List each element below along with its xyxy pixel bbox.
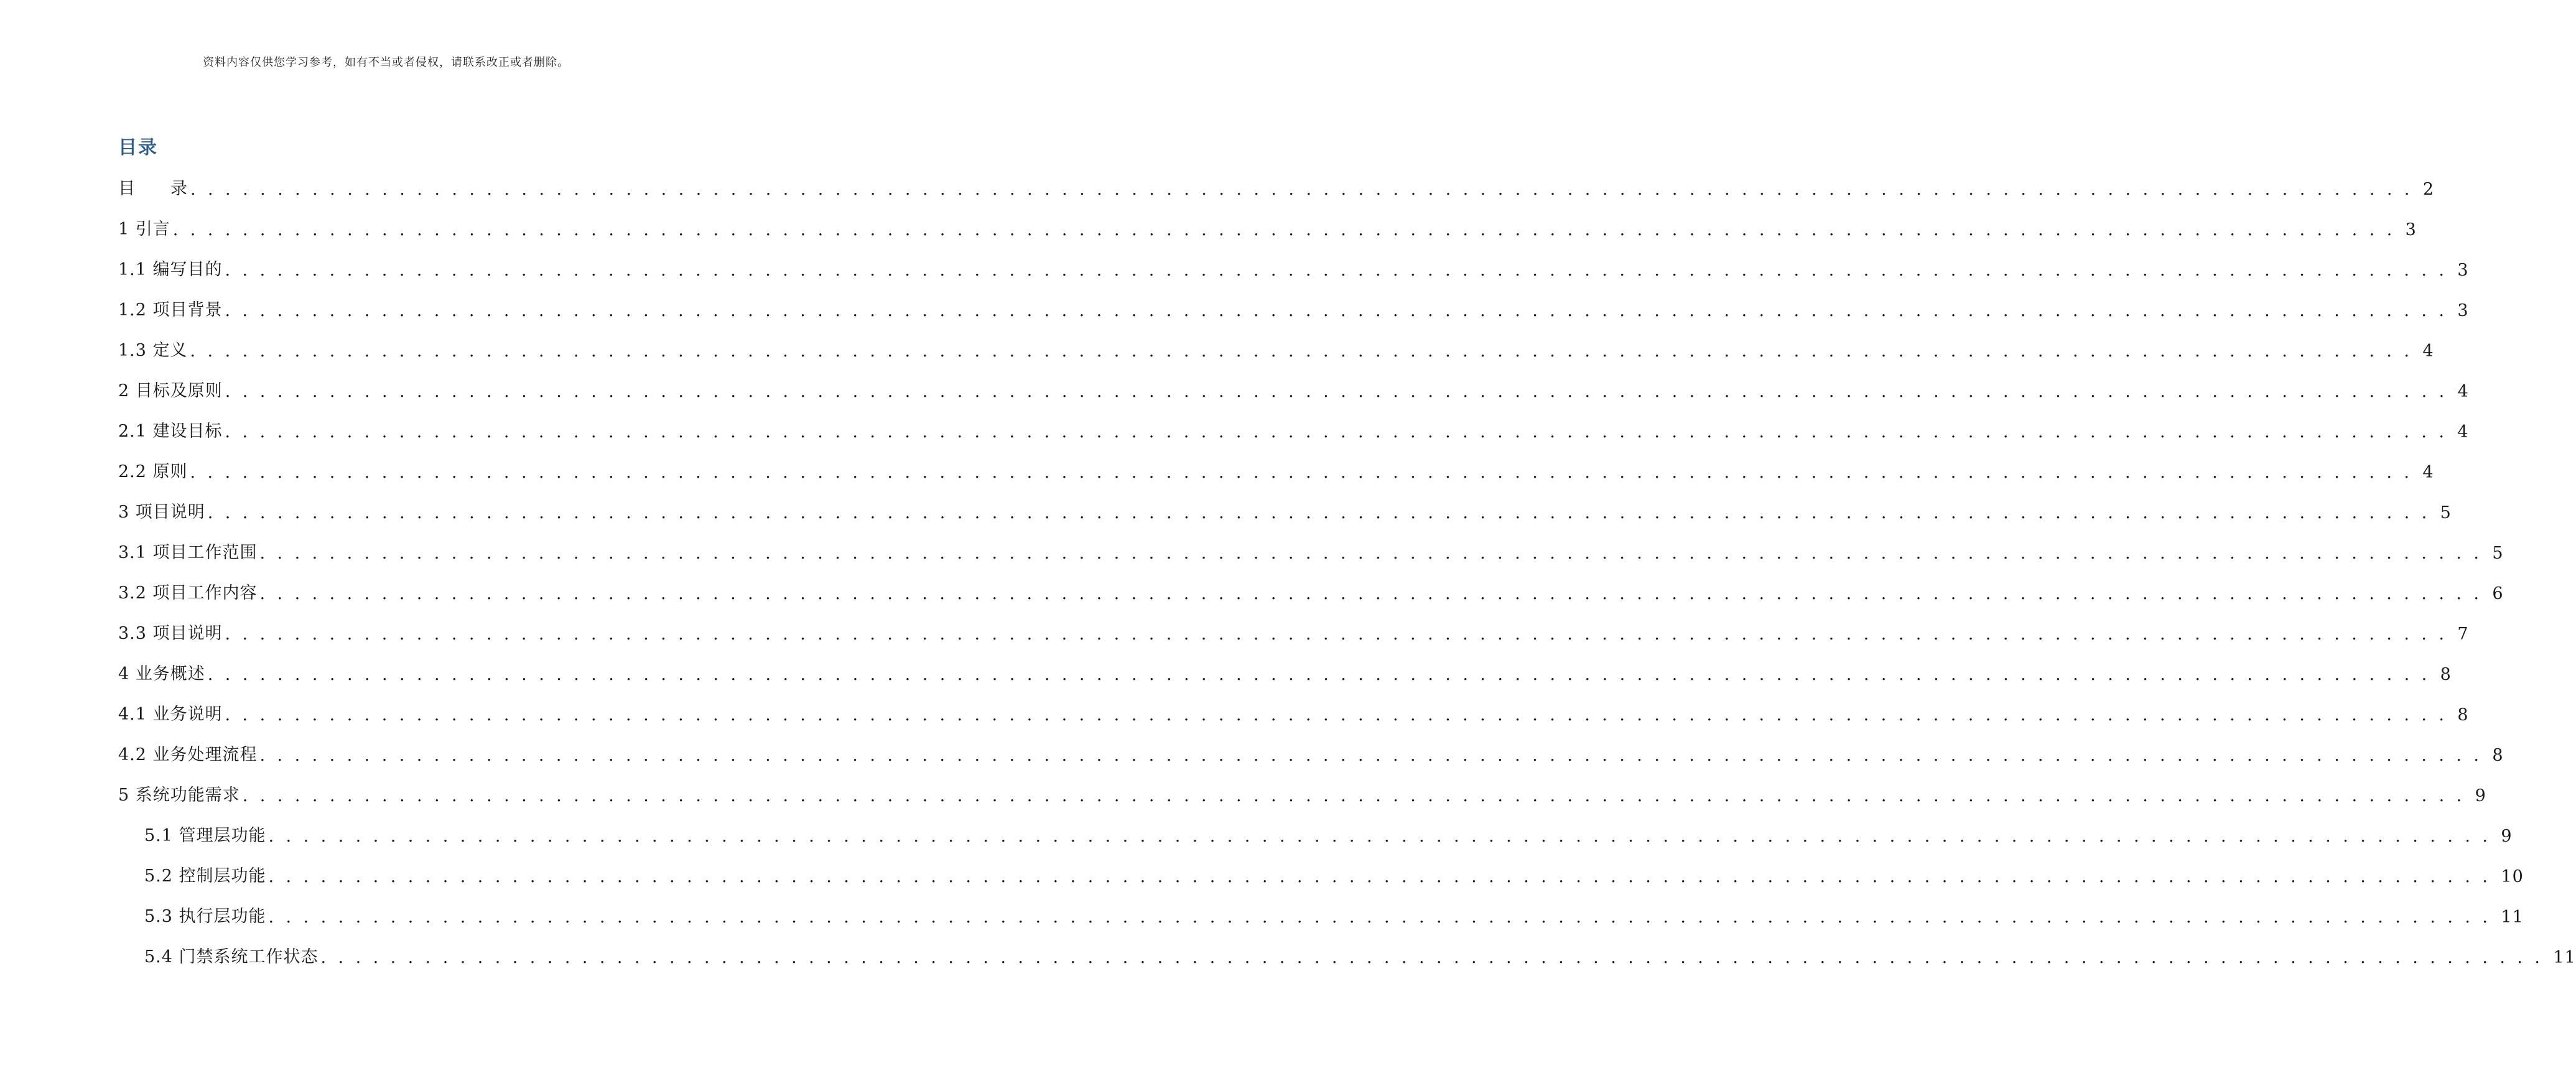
toc-page-number: 11 — [2553, 948, 2576, 967]
toc-dot-leader: ................................................................................................................................ — [172, 220, 2404, 239]
toc-page-number: 4 — [2457, 422, 2469, 442]
toc-entry-5[interactable] — [118, 781, 2486, 805]
toc-dot-leader: ................................................................................................................................ — [190, 463, 2422, 482]
toc-dot-leader: ................................................................................................................................ — [225, 382, 2457, 401]
toc-page-number: 5 — [2440, 503, 2452, 522]
toc-page-number: 5 — [2492, 544, 2504, 563]
toc-entry-3-3[interactable] — [118, 619, 2469, 644]
toc-entry-label: 1 引言 — [118, 220, 170, 239]
toc-entry-contents[interactable] — [118, 174, 2435, 199]
toc-entry-label: 2.2 原则 — [118, 462, 188, 481]
toc-page-number: 11 — [2501, 908, 2524, 927]
toc-entry-1-3[interactable] — [118, 336, 2434, 361]
toc-entry-label: 3.3 项目说明 — [118, 624, 223, 643]
toc-dot-leader: ................................................................................................................................ — [259, 746, 2491, 765]
toc-entry-label: 4 业务概述 — [118, 664, 205, 684]
toc-dot-leader: ................................................................................................................................ — [225, 422, 2457, 442]
toc-entry-1-2[interactable] — [118, 295, 2469, 320]
toc-page-number: 9 — [2501, 827, 2513, 846]
toc-dot-leader: ................................................................................................................................ — [190, 180, 2422, 199]
toc-dot-leader: ................................................................................................................................ — [259, 584, 2491, 603]
toc-entry-label: 3.1 项目工作范围 — [118, 543, 258, 562]
toc-entry-4[interactable] — [118, 659, 2452, 684]
toc-page-number: 2 — [2422, 180, 2435, 199]
toc-entry-label: 5.1 管理层功能 — [144, 826, 266, 845]
toc-page-number: 4 — [2422, 463, 2434, 482]
toc-entry-2-2[interactable] — [118, 457, 2434, 482]
toc-page-number: 8 — [2440, 665, 2452, 684]
toc-dot-leader: ................................................................................................................................ — [207, 503, 2439, 522]
toc-entry-3[interactable] — [118, 498, 2452, 522]
toc-entry-5-4[interactable] — [144, 942, 2576, 967]
toc-entry-5-2[interactable] — [144, 861, 2524, 886]
toc-entry-label: 5 系统功能需求 — [118, 786, 240, 805]
toc-dot-leader: ................................................................................................................................ — [225, 705, 2457, 725]
toc-entry-label: 5.2 控制层功能 — [144, 866, 266, 886]
toc-dot-leader: ................................................................................................................................ — [225, 301, 2457, 320]
disclaimer-header: 资料内容仅供您学习参考，如有不当或者侵权，请联系改正或者删除。 — [203, 56, 569, 69]
toc-dot-leader: ................................................................................................................................ — [259, 544, 2491, 563]
toc-entry-5-3[interactable] — [144, 902, 2524, 927]
toc-page-number: 7 — [2457, 624, 2469, 644]
toc-page-number: 6 — [2492, 584, 2504, 603]
toc-entry-5-1[interactable] — [144, 821, 2513, 846]
toc-dot-leader: ................................................................................................................................ — [207, 665, 2439, 684]
toc-entry-label: 目 录 — [118, 179, 188, 198]
toc-entry-1[interactable] — [118, 215, 2417, 239]
toc-dot-leader: ................................................................................................................................ — [268, 867, 2500, 886]
toc-dot-leader: ................................................................................................................................ — [320, 948, 2552, 967]
toc-page-number: 8 — [2492, 746, 2504, 765]
toc-entry-3-2[interactable] — [118, 578, 2504, 603]
toc-entry-label: 2 目标及原则 — [118, 381, 223, 401]
toc-page-number: 4 — [2457, 382, 2469, 401]
toc-page-number: 4 — [2422, 341, 2434, 361]
toc-entry-label: 5.4 门禁系统工作状态 — [144, 947, 319, 967]
toc-dot-leader: ................................................................................................................................ — [268, 827, 2500, 846]
toc-dot-leader: ................................................................................................................................ — [225, 261, 2457, 280]
toc-entry-label: 5.3 执行层功能 — [144, 907, 266, 926]
toc-entry-label: 3 项目说明 — [118, 503, 205, 522]
toc-entry-label: 1.1 编写目的 — [118, 260, 223, 279]
toc-page-number: 8 — [2457, 705, 2469, 725]
toc-page-number: 3 — [2457, 261, 2469, 280]
toc-page-number: 3 — [2457, 301, 2469, 320]
toc-entry-label: 1.3 定义 — [118, 341, 188, 360]
toc-page-number: 9 — [2475, 786, 2486, 805]
toc-entry-label: 1.2 项目背景 — [118, 300, 223, 320]
toc-entry-4-1[interactable] — [118, 700, 2469, 725]
toc-dot-leader: ................................................................................................................................ — [225, 624, 2457, 644]
toc-entry-4-2[interactable] — [118, 740, 2504, 765]
toc-entry-1-1[interactable] — [118, 255, 2469, 280]
toc-heading: 目录 — [118, 137, 158, 159]
toc-entry-label: 4.1 业务说明 — [118, 705, 223, 724]
toc-entry-3-1[interactable] — [118, 538, 2504, 563]
toc-page-number: 3 — [2405, 220, 2417, 239]
toc-entry-2[interactable] — [118, 376, 2469, 401]
toc-page-number: 10 — [2501, 867, 2524, 886]
toc-entry-label: 3.2 项目工作内容 — [118, 583, 258, 603]
toc-entry-label: 4.2 业务处理流程 — [118, 745, 258, 764]
toc-entry-label: 2.1 建设目标 — [118, 422, 223, 441]
toc-entry-2-1[interactable] — [118, 417, 2469, 442]
toc-dot-leader: ................................................................................................................................ — [268, 908, 2500, 927]
toc-dot-leader: ................................................................................................................................ — [190, 341, 2422, 361]
toc-dot-leader: ................................................................................................................................ — [242, 786, 2474, 805]
